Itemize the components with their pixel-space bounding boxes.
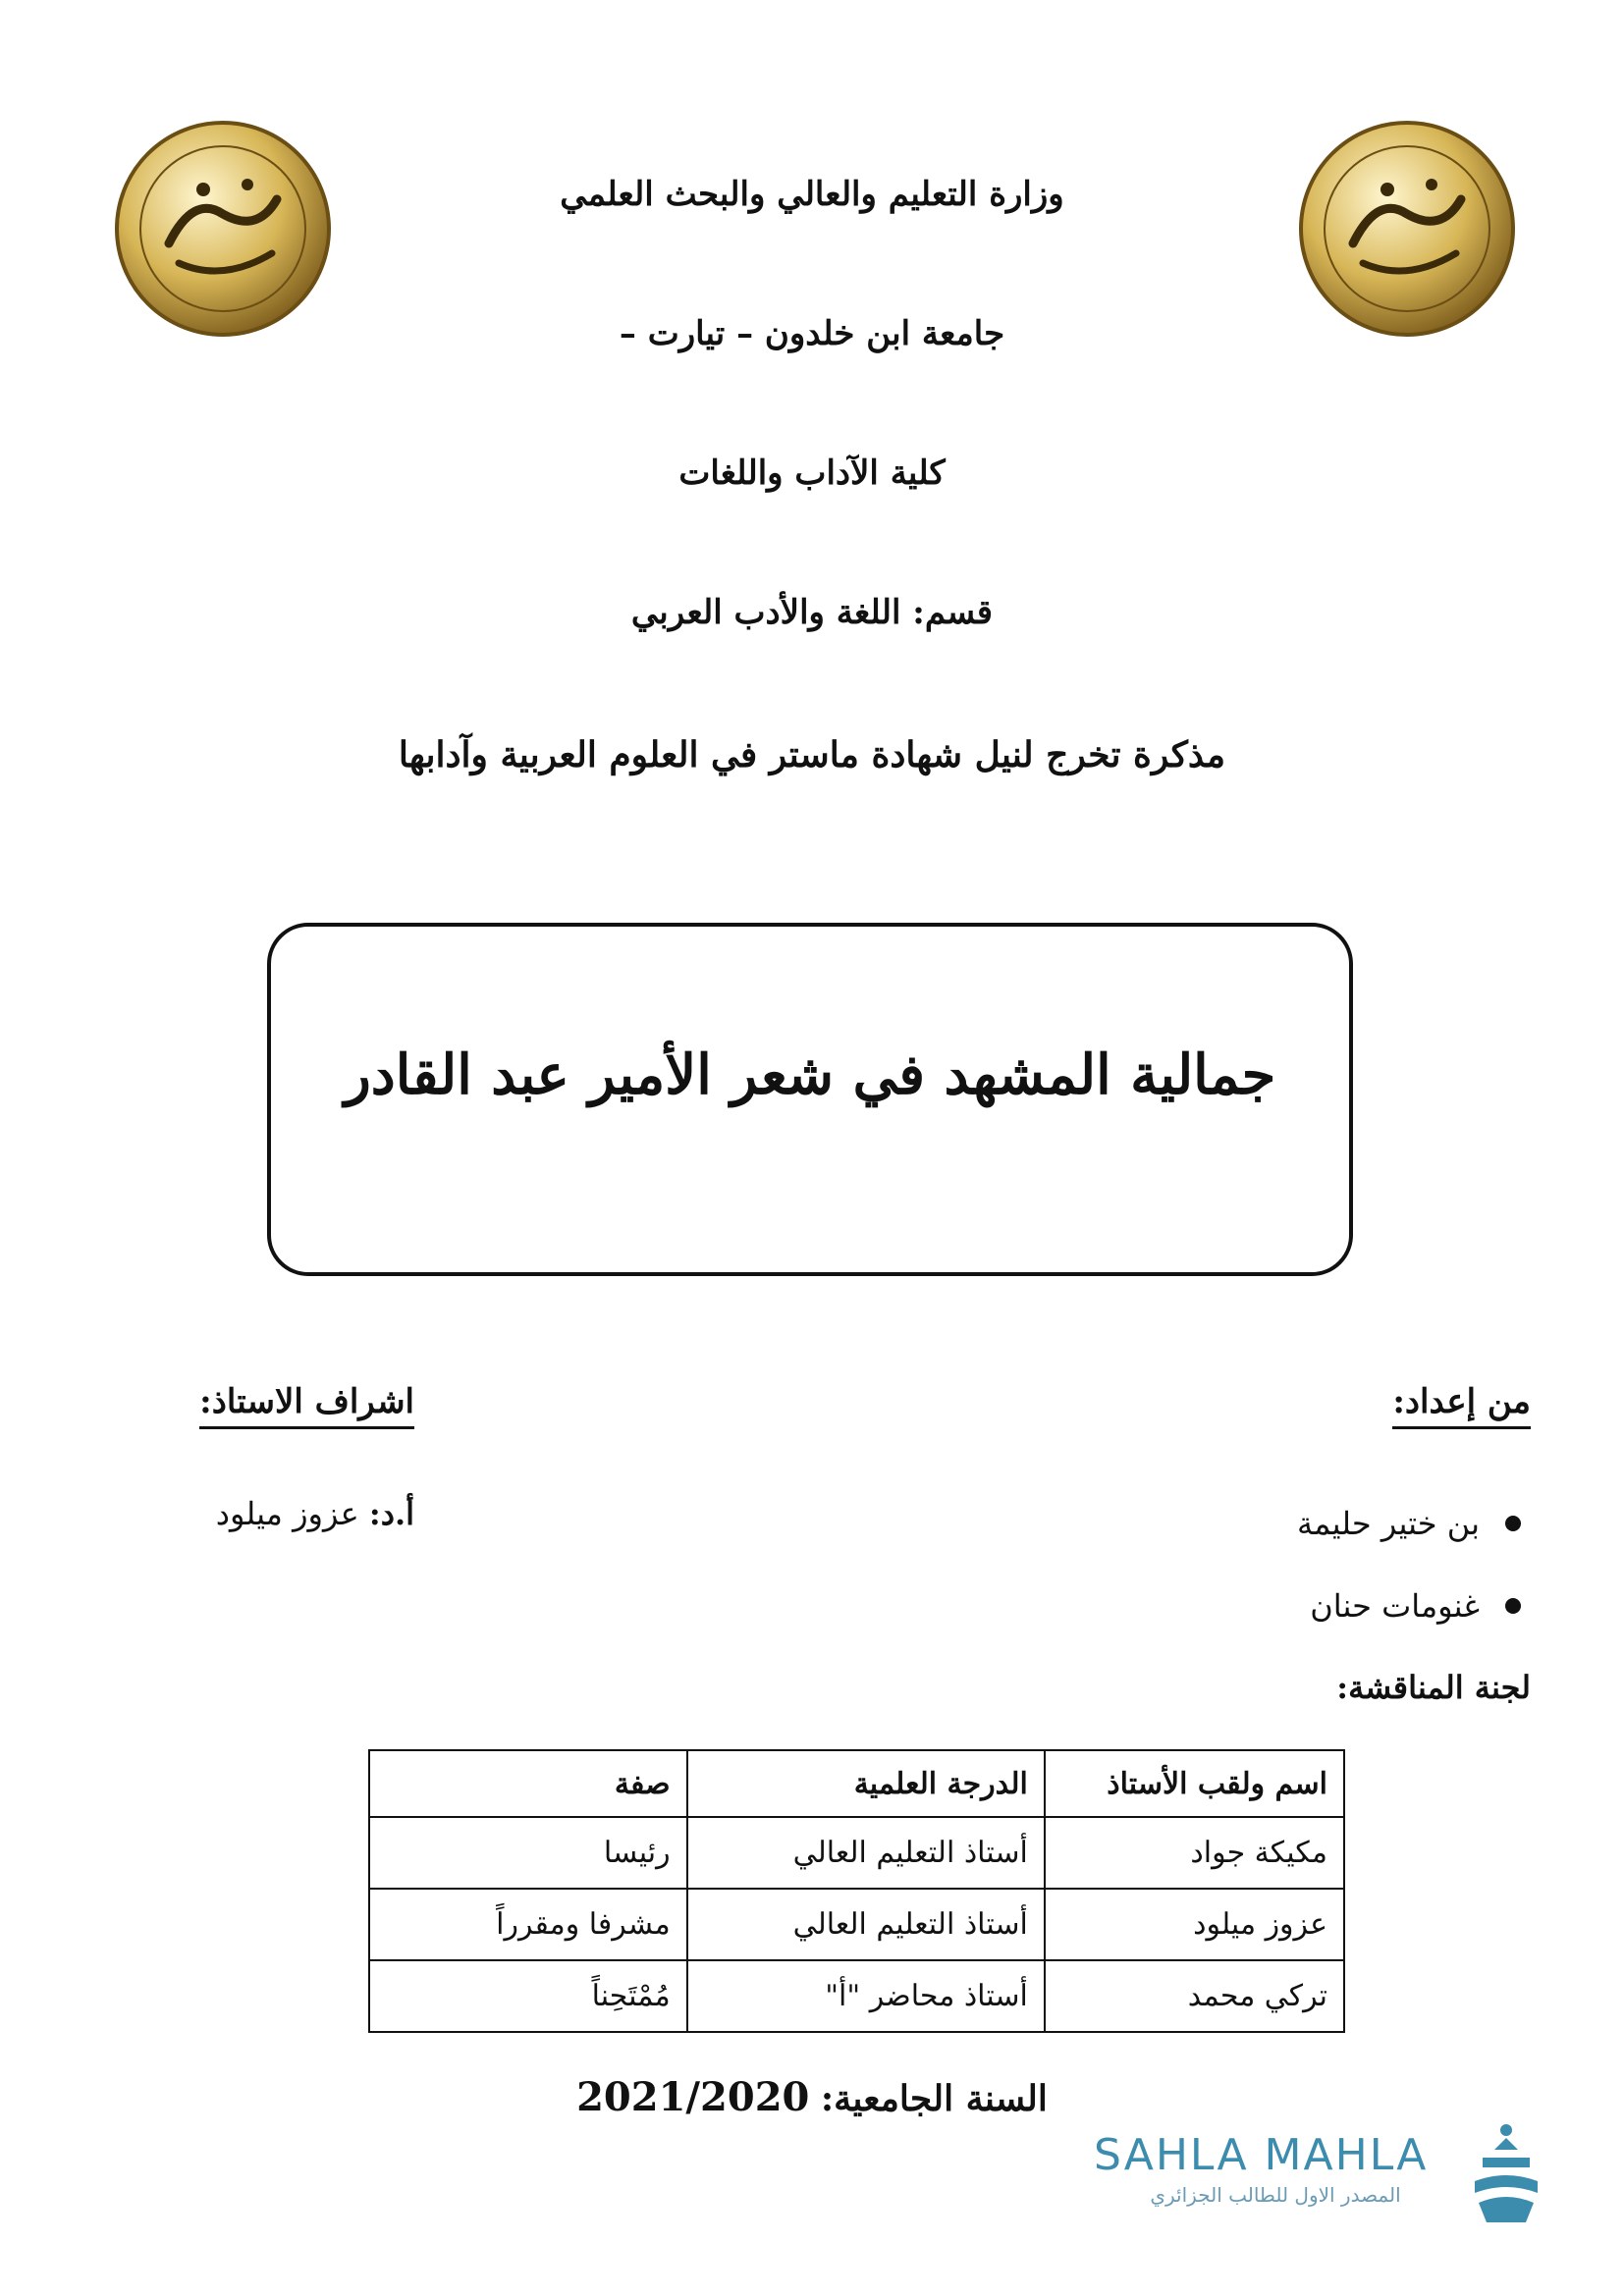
table-cell: رئيسا	[369, 1817, 687, 1889]
table-cell: أستاذ التعليم العالي	[687, 1817, 1045, 1889]
academic-year-value: 2021/2020	[576, 2074, 810, 2120]
thesis-type: مذكرة تخرج لنيل شهادة ماستر في العلوم العربية وآدابها	[398, 734, 1226, 775]
student-name: غنومات حنان	[1310, 1587, 1480, 1625]
department-name: قسم: اللغة والأدب العربي	[630, 593, 994, 632]
list-item	[1030, 1565, 1521, 1647]
table-cell: أستاذ التعليم العالي	[687, 1889, 1045, 1960]
column-header-degree: الدرجة العلمية	[687, 1750, 1045, 1817]
bullet-icon	[1505, 1598, 1521, 1614]
column-header-name: اسم ولقب الأستاذ	[1045, 1750, 1344, 1817]
university-logo-left	[110, 116, 336, 342]
watermark-subtitle: المصدر الاول للطالب الجزائري	[1150, 2183, 1401, 2207]
supervisor-name: عزوز ميلود	[215, 1495, 359, 1532]
committee-heading: لجنة المناقشة:	[1336, 1669, 1531, 1706]
watermark-title: SAHLA MAHLA	[1094, 2130, 1429, 2180]
university-seal-icon	[1294, 116, 1520, 342]
prepared-by-heading: من إعداد:	[1392, 1382, 1531, 1429]
table-cell: عزوز ميلود	[1045, 1889, 1344, 1960]
column-header-role: صفة	[369, 1750, 687, 1817]
student-name: بن ختير حليمة	[1296, 1505, 1480, 1542]
faculty-name: كلية الآداب واللغات	[678, 454, 946, 493]
title-box	[267, 923, 1353, 1276]
bullet-icon	[1505, 1516, 1521, 1531]
university-name: جامعة ابن خلدون – تيارت –	[619, 314, 1005, 353]
academic-year-label: السنة الجامعية:	[820, 2078, 1048, 2119]
supervisor-title: أ.د:	[368, 1495, 414, 1532]
supervisor	[216, 1484, 414, 1543]
list-item	[1030, 1482, 1521, 1565]
table-cell: أستاذ محاضر "أ"	[687, 1960, 1045, 2032]
table-cell: مُمْتَحِناً	[369, 1960, 687, 2032]
table-cell: تركي محمد	[1045, 1960, 1344, 2032]
watermark-logo-icon	[1465, 2120, 1547, 2226]
table-cell: مشرفا ومقرراً	[369, 1889, 687, 1960]
watermark	[1088, 2120, 1549, 2228]
ministry-name: وزارة التعليم والعالي والبحث العلمي	[560, 175, 1064, 214]
table-row	[369, 1960, 1344, 2032]
table-cell: مكيكة جواد	[1045, 1817, 1344, 1889]
academic-year	[0, 2074, 1624, 2120]
thesis-title: جمالية المشهد في شعر الأمير عبد القادر	[344, 1042, 1276, 1107]
university-seal-icon	[110, 116, 336, 342]
table-header-row	[369, 1750, 1344, 1817]
committee-table	[368, 1749, 1345, 2033]
students-list	[1030, 1482, 1521, 1647]
table-row	[369, 1817, 1344, 1889]
supervision-heading: اشراف الاستاذ:	[199, 1382, 414, 1429]
table-row	[369, 1889, 1344, 1960]
university-logo-right	[1294, 116, 1520, 342]
